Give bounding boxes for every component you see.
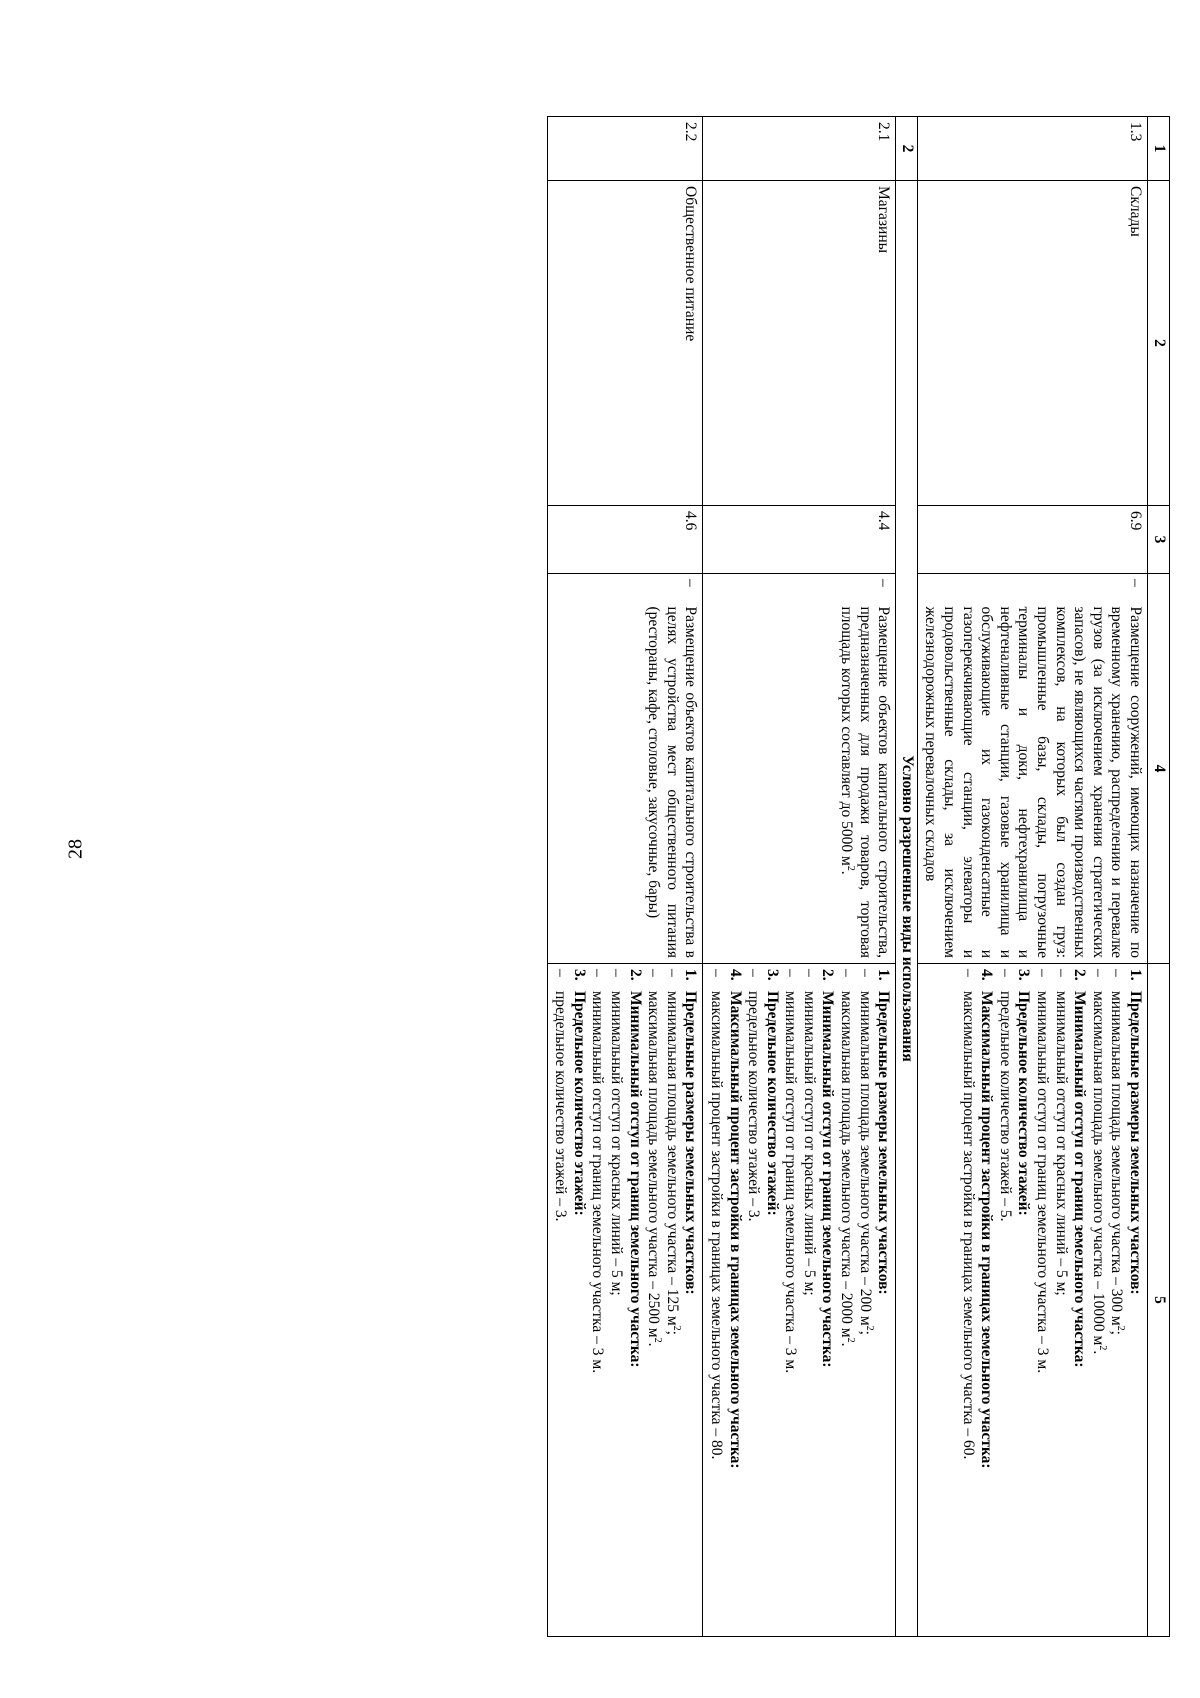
- parameter-value: [606, 969, 625, 1631]
- rotated-table-container: [70, 96, 1190, 1686]
- parameter-text: Предельные размеры земельных участков:: [875, 991, 893, 1295]
- parameter-value: [995, 969, 1014, 1631]
- list-marker: 2.: [1071, 969, 1089, 981]
- parameter-text: Предельное количество этажей:: [1015, 991, 1033, 1216]
- row-number: 1.3: [917, 117, 1147, 181]
- list-marker: –: [996, 969, 1014, 977]
- column-header: 5: [1148, 964, 1170, 1637]
- column-header: 1: [1148, 117, 1170, 181]
- parameter-value: [1051, 969, 1070, 1631]
- parameter-value: [744, 969, 763, 1631]
- parameter-heading: [1014, 969, 1033, 1631]
- parameter-value: [781, 969, 800, 1631]
- list-marker: –: [552, 969, 570, 977]
- description-text: Размещение объектов капитального строительства, предназначенных для продажи товаров, торговая площадь которых составляет до 5000 м: [838, 606, 893, 958]
- column-header: 3: [1148, 506, 1170, 574]
- unit-superscript: 2: [845, 1337, 857, 1343]
- parameter-text: максимальный процент застройки в границах земельного участка – 80.: [707, 991, 725, 1460]
- parameter-text: минимальный отступ от границ земельного участка – 3 м.: [589, 991, 607, 1374]
- description-text: Размещение сооружений, имеющих назначение по временному хранению, распределению и перевалке грузов (за исключением хранения стратегических запасов), не являющихся частями производственных комплексов, на которых был создан груз: промышленные базы, склады, погрузочные терминалы и доки, нефтехранилища и нефтеналивные станции, газовые хранилища и обслуживающие их газоконденсатные и газоперекачивающие станции, элеваторы и продовольственные склады, за исключением железнодорожных перевалочных складов: [922, 606, 1144, 958]
- list-marker: –: [589, 969, 607, 977]
- dash-mark: –: [547, 574, 703, 602]
- table-frame: [100, 116, 1170, 1636]
- column-header: 2: [1148, 181, 1170, 506]
- list-marker: 3.: [763, 969, 781, 981]
- parameters-list: [958, 969, 1144, 1631]
- list-marker: 1.: [875, 969, 893, 981]
- list-marker: –: [959, 969, 977, 977]
- list-marker: –: [856, 969, 874, 977]
- parameter-heading: [977, 969, 996, 1631]
- parameter-heading: [725, 969, 744, 1631]
- list-marker: –: [1108, 969, 1126, 977]
- parameter-value: [551, 969, 570, 1631]
- parameter-text: минимальный отступ от границ земельного участка – 3 м.: [782, 991, 800, 1374]
- parameters-list: [551, 969, 700, 1631]
- parameter-value: [837, 969, 856, 1631]
- parameter-value: [588, 969, 607, 1631]
- use-type-name: Склады: [917, 181, 1147, 506]
- parameter-heading: [874, 969, 893, 1631]
- parameter-text: максимальная площадь земельного участка – 2500 м: [645, 991, 663, 1338]
- list-marker: –: [663, 969, 681, 977]
- parameter-value: [644, 969, 663, 1631]
- list-marker: 4.: [726, 969, 744, 981]
- list-marker: –: [838, 969, 856, 977]
- parameter-tail: .: [838, 1342, 856, 1347]
- unit-superscript: 2: [1096, 1345, 1108, 1351]
- parameter-value: [1107, 969, 1126, 1631]
- list-marker: –: [707, 969, 725, 977]
- parameters-cell: [547, 964, 703, 1637]
- parameter-tail: ;: [1108, 1330, 1126, 1335]
- parameter-value: [706, 969, 725, 1631]
- parameter-text: максимальный процент застройки в границах земельного участка – 60.: [959, 991, 977, 1460]
- land-use-table: [547, 116, 1170, 1637]
- row-number: 2.2: [547, 117, 703, 181]
- use-description: [703, 602, 896, 964]
- list-marker: –: [1034, 969, 1052, 977]
- parameter-heading: [818, 969, 837, 1631]
- row-number: 2.1: [703, 117, 896, 181]
- section-row: [896, 117, 918, 1637]
- list-marker: 4.: [978, 969, 996, 981]
- parameter-value: [662, 969, 681, 1631]
- classifier-code: 6.9: [917, 506, 1147, 574]
- parameter-tail: ;: [856, 1330, 874, 1335]
- parameters-list: [706, 969, 892, 1631]
- parameter-text: минимальный отступ от границ земельного участка – 3 м.: [1034, 991, 1052, 1374]
- use-description: [547, 602, 703, 964]
- parameter-text: минимальный отступ от красных линий – 5 м;: [1052, 991, 1070, 1296]
- column-header: 4: [1148, 574, 1170, 964]
- parameter-value: [799, 969, 818, 1631]
- parameter-text: Максимальный процент застройки в границах земельного участка:: [978, 991, 996, 1469]
- parameter-heading: [1125, 969, 1144, 1631]
- table-row: [703, 117, 896, 1637]
- parameter-text: минимальный отступ от красных линий – 5 м;: [800, 991, 818, 1296]
- parameter-value: [855, 969, 874, 1631]
- parameter-heading: [625, 969, 644, 1631]
- parameter-text: минимальная площадь земельного участка – 125 м: [663, 991, 681, 1326]
- parameter-text: минимальная площадь земельного участка – 300 м: [1108, 991, 1126, 1326]
- list-marker: 1.: [682, 969, 700, 981]
- parameter-text: Предельное количество этажей:: [763, 991, 781, 1216]
- dash-mark: –: [917, 574, 1147, 602]
- parameter-text: предельное количество этажей – 5.: [996, 991, 1014, 1222]
- parameter-text: Предельное количество этажей:: [570, 991, 588, 1216]
- parameter-value: [958, 969, 977, 1631]
- list-marker: –: [607, 969, 625, 977]
- list-marker: 1.: [1127, 969, 1144, 981]
- column-header-row: [1148, 117, 1170, 1637]
- parameter-text: максимальная площадь земельного участка – 10000 м: [1089, 991, 1107, 1346]
- description-text: Размещение объектов капитального строительства в целях устройства мест общественного питания (рестораны, кафе, столовые, закусочные, бары): [645, 606, 700, 958]
- parameters-cell: [917, 964, 1147, 1637]
- parameter-text: предельное количество этажей – 3.: [552, 991, 570, 1222]
- unit-superscript: 2: [652, 1337, 664, 1343]
- dash-mark: –: [703, 574, 896, 602]
- list-marker: –: [1089, 969, 1107, 977]
- parameter-heading: [569, 969, 588, 1631]
- classifier-code: 4.4: [703, 506, 896, 574]
- parameter-text: Предельные размеры земельных участков:: [682, 991, 700, 1295]
- parameter-text: минимальная площадь земельного участка – 200 м: [856, 991, 874, 1326]
- parameter-heading: [762, 969, 781, 1631]
- list-marker: –: [645, 969, 663, 977]
- parameter-value: [1032, 969, 1051, 1631]
- parameters-cell: [703, 964, 896, 1637]
- use-type-name: Общественное питание: [547, 181, 703, 506]
- unit-superscript: 2: [863, 1325, 875, 1331]
- list-marker: –: [782, 969, 800, 977]
- use-type-name: Магазины: [703, 181, 896, 506]
- parameter-text: Минимальный отступ от границ земельного участка:: [819, 991, 837, 1368]
- parameter-value: [1088, 969, 1107, 1631]
- list-marker: 3.: [1015, 969, 1033, 981]
- parameter-text: Предельные размеры земельных участков:: [1127, 991, 1144, 1295]
- use-description: [917, 602, 1147, 964]
- unit-superscript: 2: [1115, 1325, 1127, 1331]
- parameter-heading: [1070, 969, 1089, 1631]
- parameter-text: Минимальный отступ от границ земельного участка:: [626, 991, 644, 1368]
- parameter-tail: .: [1089, 1350, 1107, 1355]
- parameter-text: минимальный отступ от красных линий – 5 м;: [607, 991, 625, 1296]
- page-number: 28: [64, 839, 87, 859]
- description-superscript: 2: [845, 865, 857, 871]
- unit-superscript: 2: [670, 1325, 682, 1331]
- table-row: [547, 117, 703, 1637]
- parameter-text: предельное количество этажей – 3.: [745, 991, 763, 1222]
- list-marker: –: [745, 969, 763, 977]
- parameter-text: Максимальный процент застройки в границах земельного участка:: [726, 991, 744, 1469]
- parameter-tail: .: [645, 1342, 663, 1347]
- list-marker: –: [1052, 969, 1070, 977]
- parameter-tail: ;: [663, 1330, 681, 1335]
- list-marker: 2.: [626, 969, 644, 981]
- section-title: Условно разрешенные виды использования: [896, 181, 918, 1637]
- table-row: [917, 117, 1147, 1637]
- parameter-text: максимальная площадь земельного участка – 2000 м: [838, 991, 856, 1338]
- list-marker: 2.: [819, 969, 837, 981]
- list-marker: –: [800, 969, 818, 977]
- parameter-heading: [681, 969, 700, 1631]
- classifier-code: 4.6: [547, 506, 703, 574]
- section-number: 2: [896, 117, 918, 181]
- parameter-text: Минимальный отступ от границ земельного участка:: [1071, 991, 1089, 1368]
- description-tail: .: [838, 870, 856, 875]
- list-marker: 3.: [570, 969, 588, 981]
